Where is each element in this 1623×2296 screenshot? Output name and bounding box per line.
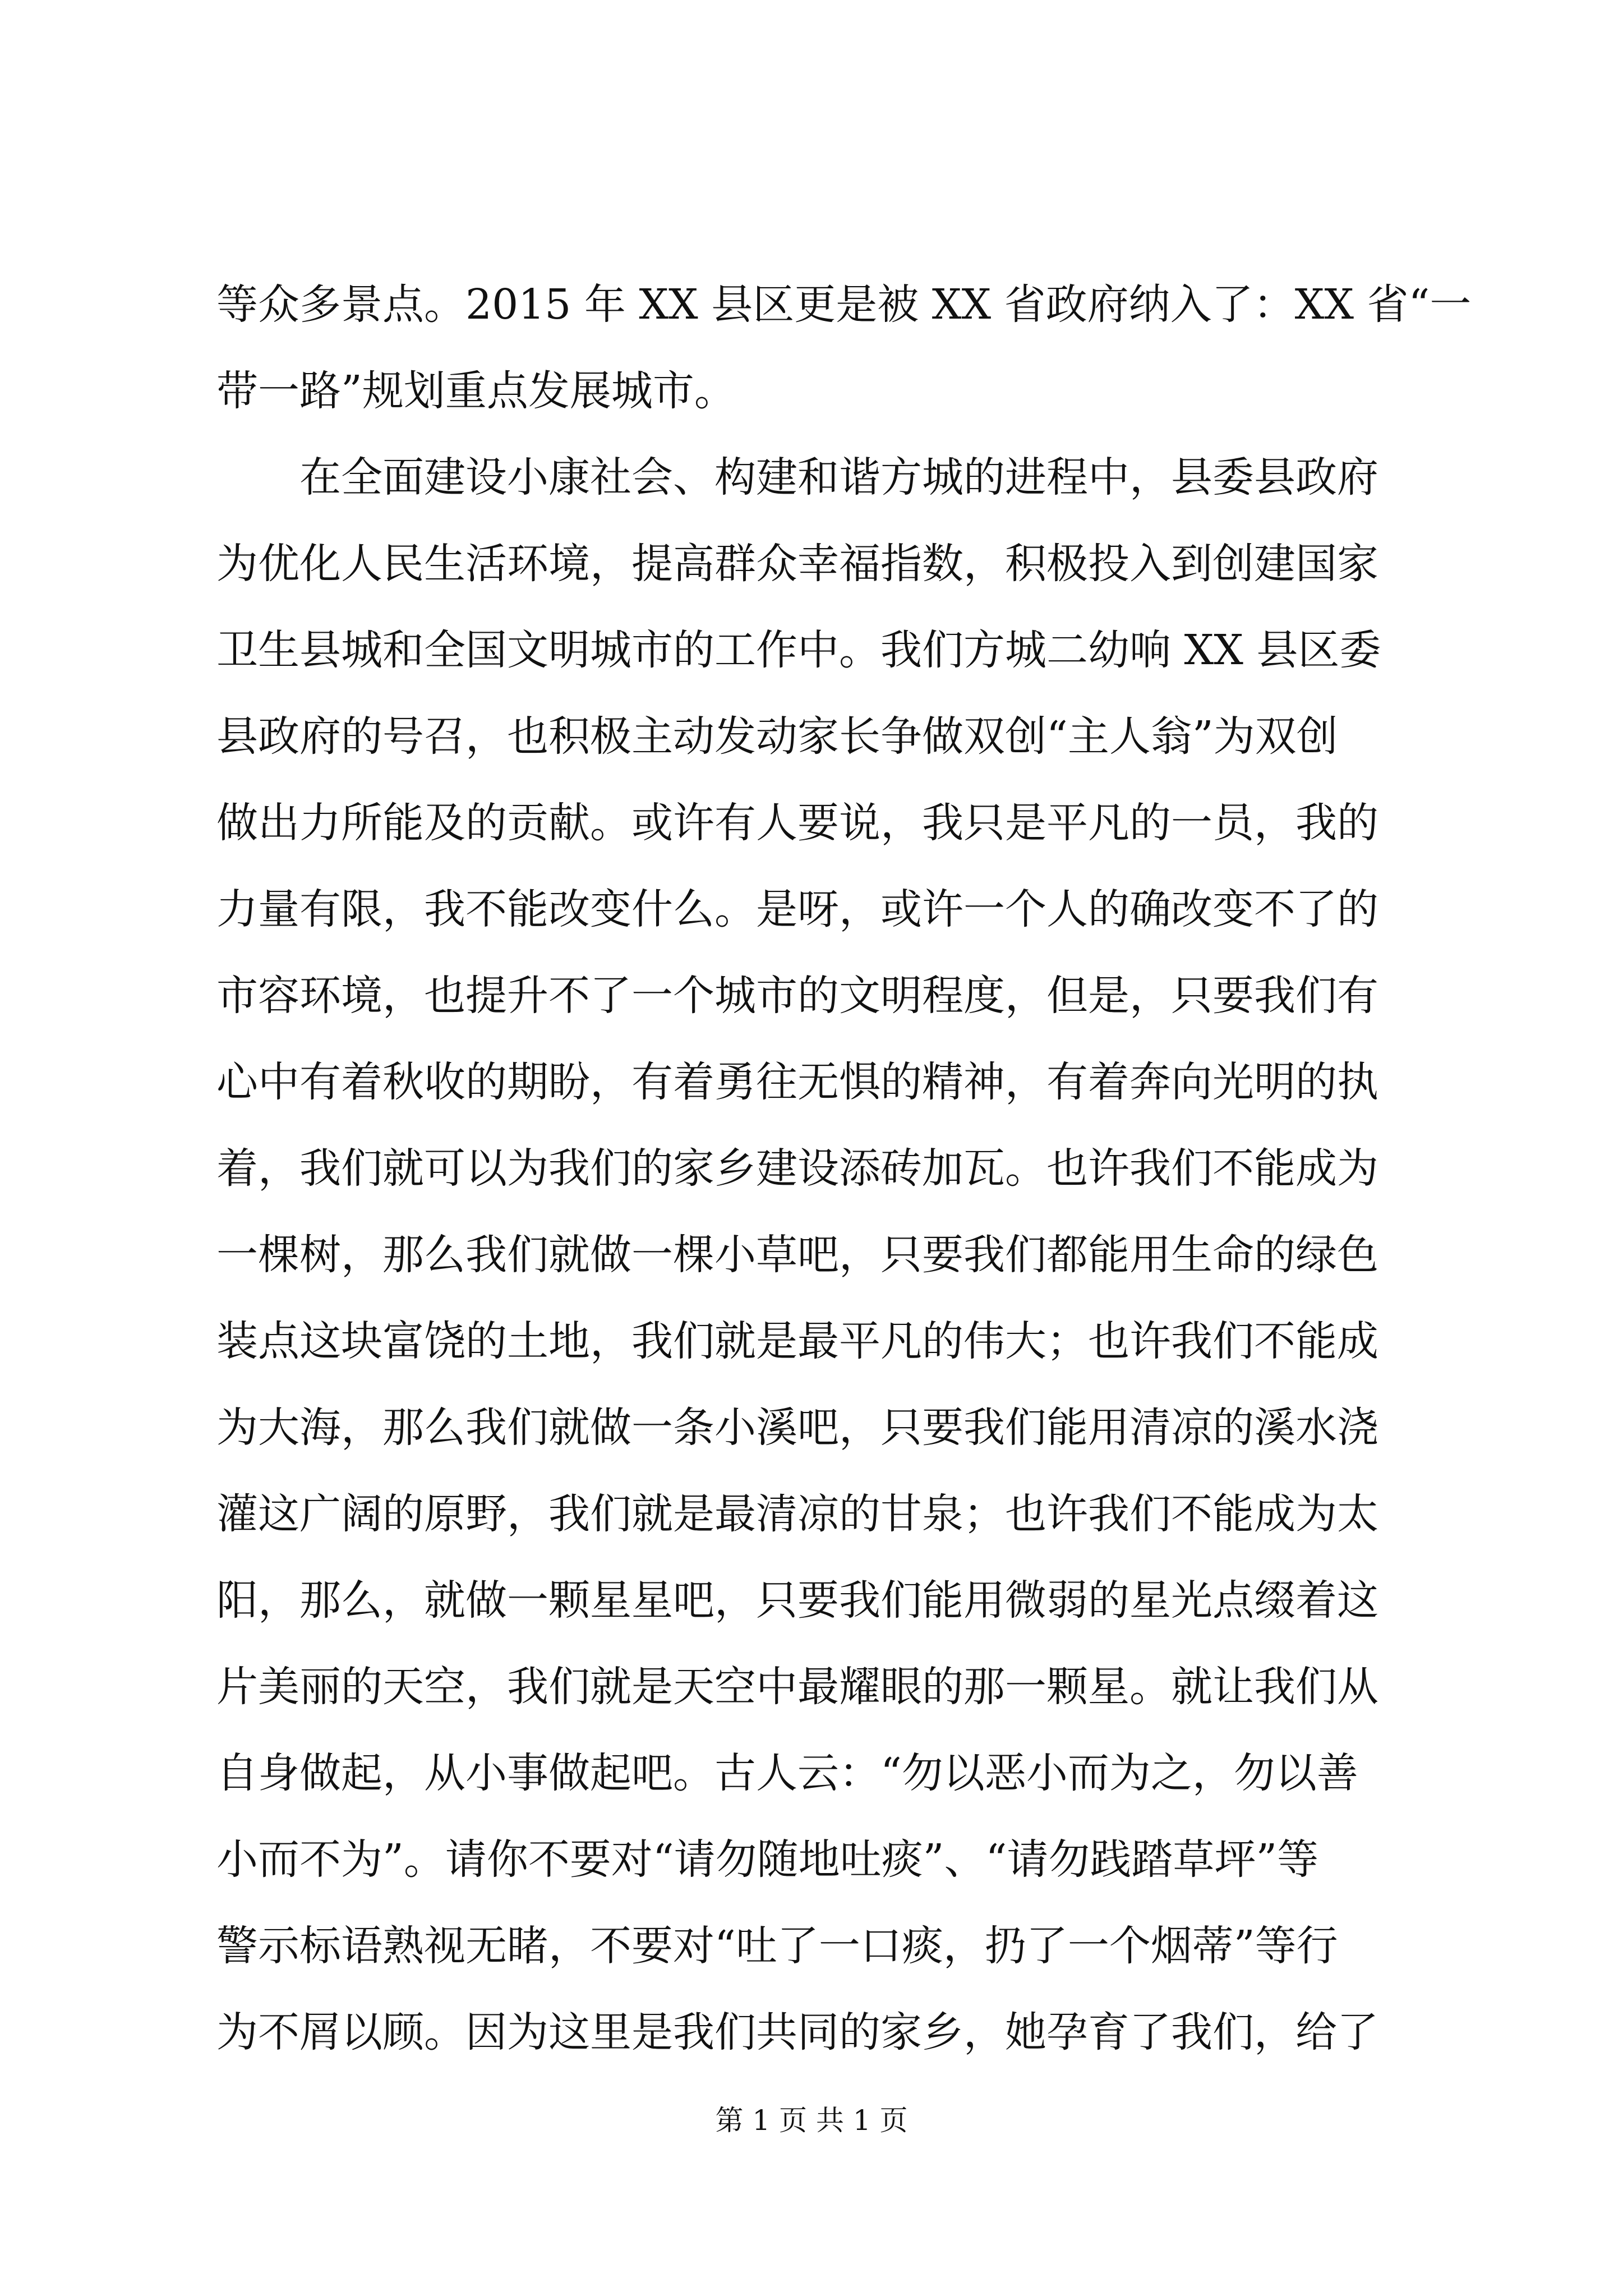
text-line: 为不屑以顾。因为这里是我们共同的家乡，她孕育了我们，给了 — [216, 2008, 1378, 2056]
text-line: 做出力所能及的贡献。或许有人要说，我只是平凡的一员，我的 — [216, 799, 1378, 847]
body-text — [216, 261, 1472, 2076]
text-line: 小而不为”。请你不要对“请勿随地吐痰”、“请勿践踏草坪”等 — [216, 1835, 1319, 1884]
text-line: 片美丽的天空，我们就是天空中最耀眼的那一颗星。就让我们从 — [216, 1663, 1378, 1711]
text-line: 等众多景点。2015 年 XX 县区更是被 XX 省政府纳入了：XX 省“一 — [216, 280, 1472, 329]
text-line: 为大海，那么我们就做一条小溪吧，只要我们能用清凉的溪水浇 — [216, 1404, 1378, 1452]
text-line: 带一路”规划重点发展城市。 — [216, 367, 736, 415]
text-line: 一棵树，那么我们就做一棵小草吧，只要我们都能用生命的绿色 — [216, 1231, 1378, 1279]
text-line: 县政府的号召，也积极主动发动家长争做双创“主人翁”为双创 — [216, 712, 1338, 761]
text-line: 警示标语熟视无睹，不要对“吐了一口痰，扔了一个烟蒂”等行 — [216, 1922, 1338, 1970]
text-line: 装点这块富饶的土地，我们就是最平凡的伟大；也许我们不能成 — [216, 1317, 1378, 1365]
text-line: 自身做起，从小事做起吧。古人云：“勿以恶小而为之，勿以善 — [216, 1749, 1358, 1797]
text-line: 阳，那么，就做一颗星星吧，只要我们能用微弱的星光点缀着这 — [216, 1576, 1378, 1625]
text-line: 力量有限，我不能改变什么。是呀，或许一个人的确改变不了的 — [216, 885, 1378, 933]
text-line: 灌这广阔的原野，我们就是最清凉的甘泉；也许我们不能成为太 — [216, 1490, 1378, 1538]
page-number-footer: 第 1 页 共 1 页 — [715, 2104, 908, 2137]
text-line: 市容环境，也提升不了一个城市的文明程度，但是，只要我们有 — [216, 972, 1378, 1020]
text-line: 着，我们就可以为我们的家乡建设添砖加瓦。也许我们不能成为 — [216, 1144, 1378, 1193]
text-line: 为优化人民生活环境，提高群众幸福指数，积极投入到创建国家 — [216, 540, 1378, 588]
text-line: 心中有着秋收的期盼，有着勇往无惧的精神，有着奔向光明的执 — [216, 1058, 1378, 1106]
text-line: 卫生县城和全国文明城市的工作中。我们方城二幼响 XX 县区委 — [216, 626, 1381, 674]
paragraph-first-line: 在全面建设小康社会、构建和谐方城的进程中，县委县政府 — [299, 453, 1378, 501]
